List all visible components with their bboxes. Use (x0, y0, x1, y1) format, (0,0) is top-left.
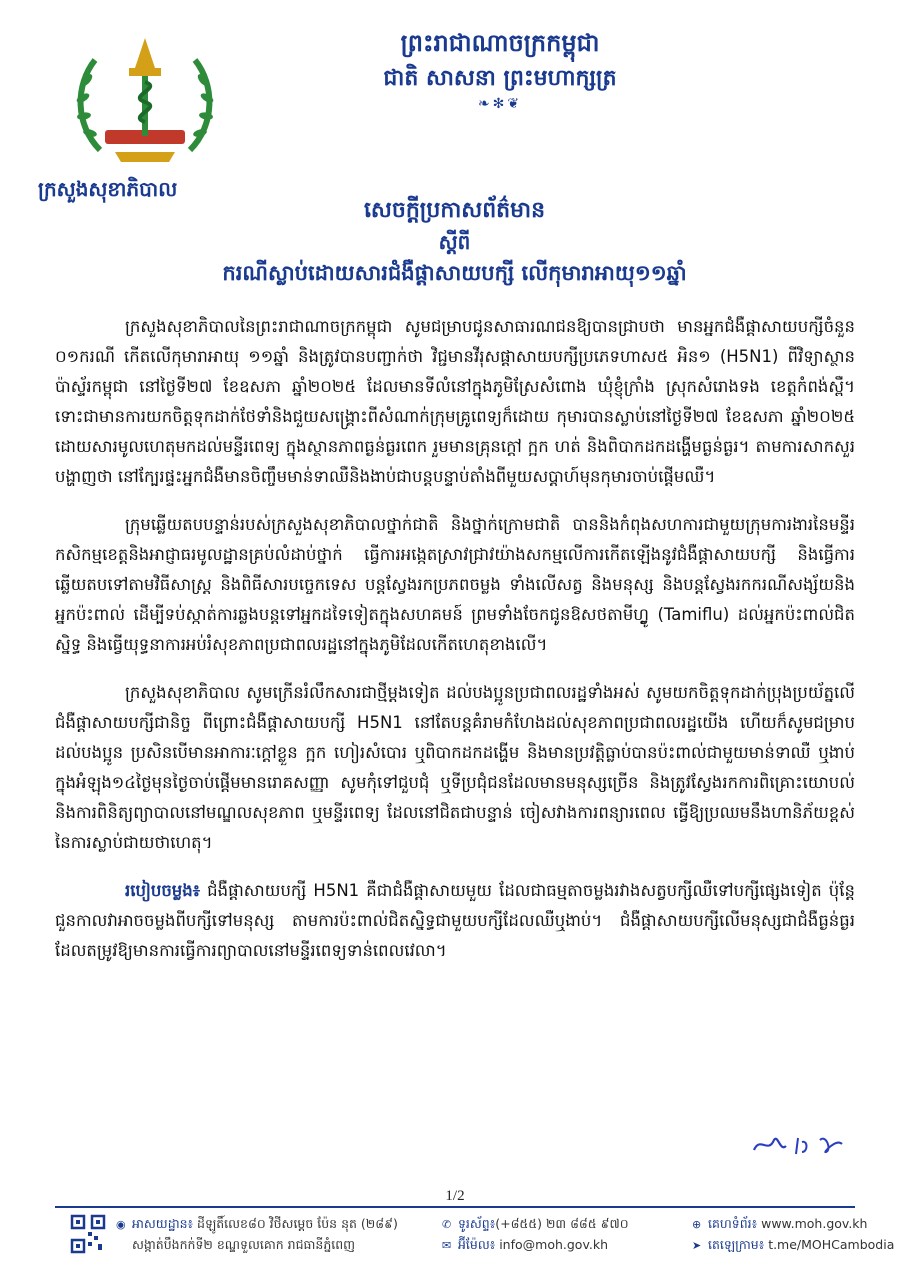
email-label: អ៊ីម៉ែល៖ (457, 1237, 496, 1252)
footer (70, 1214, 895, 1264)
phone-value: (+៨៥៥) ២៣ ៨៨៥ ៩៧០ (495, 1216, 629, 1231)
paragraph-2: ក្រុមឆ្លើយតបបន្ទាន់របស់ក្រសួងសុខាភិបាលថ្នាក់ជាតិ និងថ្នាក់ក្រោមជាតិ បាននិងកំពុងសហការជាមួយក្រុមការងារនៃមន្ទីរកសិកម្មខេត្តនិងអាជ្ញាធរមូលដ្ឋានគ្រប់លំដាប់ថ្នាក់ ធ្វើការអង្កេតស្រាវជ្រាវយ៉ាងសកម្មលើការកើតឡើងនូវជំងឺផ្តាសាយបក្សី និងធ្វើការឆ្លើយតបទៅតាមវិធីសាស្ត្រ និងពិធីសារបច្ចេកទេស បន្តស្វែងរកប្រភពចម្លង ទាំងលើសត្វ និងមនុស្ស និងបន្តស្វែងរកករណីសង្ស័យនិងអ្នកប៉ះពាល់ ដើម្បីទប់ស្កាត់ការឆ្លងបន្តទៅអ្នកដទៃទៀតក្នុងសហគមន៍ ព្រមទាំងចែកជូនឱសថតាមីហ្វ្លូ (Tamiflu) ដល់អ្នកប៉ះពាល់ជិតស្និទ្ធ និងធ្វើយុទ្ធនាការអប់រំសុខភាពប្រជាពលរដ្ឋនៅក្នុងភូមិដែលកើតហេតុខាងលើ។ (55, 515, 855, 654)
ministry-logo-block (60, 30, 240, 180)
location-pin-icon: ◉ (116, 1218, 126, 1231)
address-district: សង្កាត់បឹងកក់ទី២ ខណ្ឌទួលគោក រាជធានីភ្នំពេញ (131, 1237, 356, 1252)
ministry-of-health-emblem-icon (65, 30, 225, 180)
email-link[interactable]: info@moh.gov.kh (499, 1237, 609, 1252)
transmission-text: ជំងឺផ្តាសាយបក្សី H5N1 គឺជាជំងឺផ្តាសាយមួយ ដែលជាធម្មតាចម្លងរវាងសត្វបក្សីឈឺទៅបក្សីផ្សេងទៀត ប៉ុន្តែជួនកាលវាអាចចម្លងពីបក្សីទៅមនុស្ស តាមការប៉ះពាល់ជិតស្និទ្ធជាមួយបក្សីដែលឈឺឬងាប់។ ជំងឺផ្តាសាយបក្សីលើមនុស្សជាជំងឺធ្ងន់ធ្ងរ ដែលតម្រូវឱ្យមានការធ្វើការព្យាបាលនៅមន្ទីរពេទ្យទាន់ពេលវេលា។ (55, 881, 855, 960)
footer-divider (55, 1206, 855, 1208)
ministry-name: ក្រសួងសុខាភិបាល (38, 177, 178, 201)
phone-label: ទូរស័ព្ទ៖ (457, 1216, 496, 1231)
paragraph-1: ក្រសួងសុខាភិបាលនៃព្រះរាជាណាចក្រកម្ពុជា សូមជម្រាបជូនសាធារណជនឱ្យបានជ្រាបថា មានអ្នកជំងឺផ្តាសាយបក្សីចំនួន ០១ករណី កើតលើកុមារាអាយុ ១១ឆ្នាំ និងត្រូវបានបញ្ជាក់ថា វិជ្ជមានវីរុសផ្តាសាយបក្សីប្រភេទហាស៥ អិន១ (H5N1) ពីវិទ្យាស្ថានប៉ាស្ទ័រកម្ពុជា នៅថ្ងៃទី២៧ ខែឧសភា ឆ្នាំ២០២៥ ដែលមានទីលំនៅក្នុងភូមិស្រែសំពោង ឃុំខ្ញុំក្រាំង ស្រុកសំរោងទង ខេត្តកំពង់ស្ពឺ។ ទោះជាមានការយកចិត្តទុកដាក់ថែទាំនិងជួយសង្គ្រោះពីសំណាក់ក្រុមគ្រូពេទ្យក៏ដោយ កុមារបានស្លាប់នៅថ្ងៃទី២៧ ខែឧសភា ឆ្នាំ២០២៥ ដោយសារមូលហេតុមកដល់មន្ទីរពេទ្យ ក្នុងស្ថានភាពធ្ងន់ធ្ងរពេក រួមមានគ្រុនក្តៅ ក្អក ហត់ និងពិបាកដកដង្ហើមធ្ងន់ធ្ងរ។ តាមការសាកសួរបង្ហាញថា នៅក្បែរផ្ទះអ្នកជំងឺមានចិញ្ចឹមមាន់ទាឈឺនិងងាប់ជាបន្តបន្ទាប់តាំងពីមួយសប្តាហ៍មុនកុមារចាប់ផ្តើមឈឺ។ (55, 317, 855, 486)
paragraph-3: ក្រសួងសុខាភិបាល សូមក្រើនរំលឹកសារជាថ្មីម្តងទៀត ដល់បងប្អូនប្រជាពលរដ្ឋទាំងអស់ សូមយកចិត្តទុកដាក់ប្រុងប្រយ័ត្នលើជំងឺផ្តាសាយបក្សីជានិច្ច ពីព្រោះជំងឺផ្តាសាយបក្សី H5N1 នៅតែបន្តគំរាមកំហែងដល់សុខភាពប្រជាពលរដ្ឋយើង ហើយក៏សូមជម្រាបដល់បងប្អូន ប្រសិនបើមានអាការៈក្តៅខ្លួន ក្អក ហៀរសំបោរ ឬពិបាកដកដង្ហើម និងមានប្រវត្តិធ្លាប់បានប៉ះពាល់ជាមួយមាន់ទាឈឺ ឬងាប់ក្នុងអំឡុង១៤ថ្ងៃមុនថ្ងៃចាប់ផ្តើមមានរោគសញ្ញា សូមកុំទៅជួបជុំ ឬទីប្រជុំជនដែលមានមនុស្សច្រើន និងត្រូវស្វែងរកការពិគ្រោះយោបល់ និងការពិនិត្យព្យាបាលនៅមណ្ឌលសុខភាព ឬមន្ទីរពេទ្យ ដែលនៅជិតជាបន្ទាន់ ចៀសវាងការពន្យារពេល ធ្វើឱ្យប្រឈមនឹងហានិភ័យខ្ពស់នៃការស្លាប់ជាយថាហេតុ។ (55, 683, 855, 852)
email-icon: ✉ (442, 1239, 452, 1252)
footer-contact (442, 1214, 629, 1256)
address-label: អាសយដ្ឋាន៖ (131, 1216, 194, 1231)
telegram-link[interactable]: t.me/MOHCambodia (768, 1237, 895, 1252)
announcement-subject: ករណីស្លាប់ដោយសារជំងឺផ្តាសាយបក្សី លើកុមារាអាយុ១១ឆ្នាំ (222, 261, 687, 285)
transmission-label: របៀបចម្លង៖ (125, 881, 201, 900)
website-label: គេហទំព័រ៖ (707, 1216, 758, 1231)
page-number: 1/2 (445, 1188, 465, 1204)
handwritten-initials (750, 1130, 860, 1160)
website-link[interactable]: www.moh.gov.kh (761, 1216, 868, 1231)
phone-icon: ✆ (442, 1218, 452, 1231)
telegram-label: តេឡេក្រាម៖ (707, 1237, 765, 1252)
announcement-title: សេចក្តីប្រកាសព័ត៌មាន (363, 198, 546, 223)
announcement-subject-label: ស្តីពី (438, 230, 471, 254)
announcement-body (55, 312, 855, 984)
announcement-titles (100, 195, 809, 289)
ornament-divider: ❧✻❦ (477, 96, 523, 112)
address-value: ដីឡូតិ៍លេខ៨០ វិថីសម្តេច ប៉ែន នុត (២៨៩) (197, 1216, 398, 1231)
footer-address (116, 1214, 398, 1255)
paragraph-transmission (55, 876, 855, 966)
qr-code-icon (70, 1214, 106, 1254)
national-motto: ជាតិ សាសនា ព្រះមហាក្សត្រ (383, 66, 617, 91)
telegram-icon: ➤ (692, 1239, 702, 1252)
globe-icon: ⊕ (692, 1218, 702, 1231)
footer-online (692, 1214, 894, 1256)
kingdom-title: ព្រះរាជាណាចក្រកម្ពុជា (400, 29, 600, 57)
